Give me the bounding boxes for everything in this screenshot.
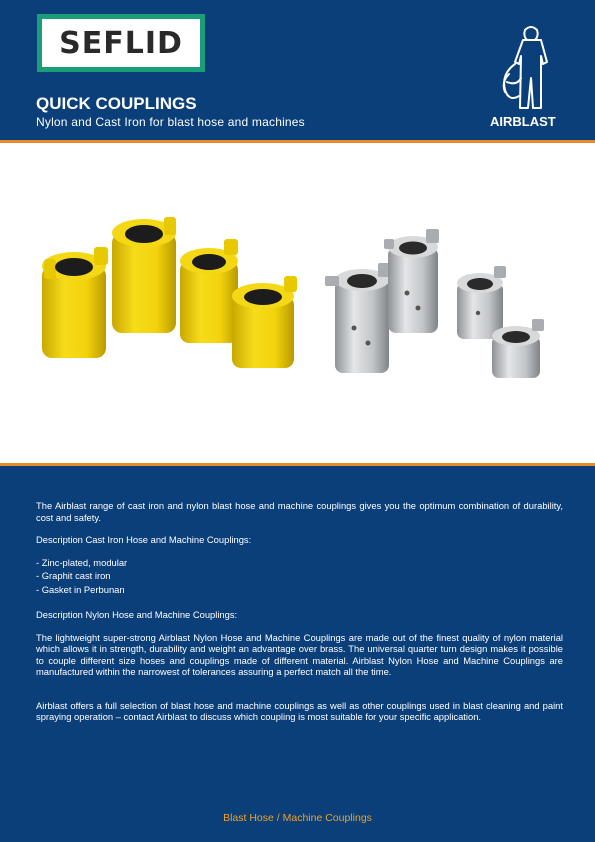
product-photo — [0, 143, 595, 463]
footer-label: Blast Hose / Machine Couplings — [223, 812, 372, 824]
cast-iron-heading: Description Cast Iron Hose and Machine Couplings: — [36, 534, 252, 545]
blaster-figure-icon — [495, 22, 565, 112]
seflid-logo — [37, 14, 205, 72]
cast-iron-coupling-1 — [325, 263, 390, 373]
nylon-coupling-3 — [180, 239, 238, 343]
closing-paragraph: Airblast offers a full selection of blast hose and machine couplings as well as other couplings used in blast cleaning and paint spraying operation – contact Airblast to discuss which coupling is most suitable for your specific application. — [36, 699, 563, 722]
cast-iron-coupling-2 — [384, 229, 439, 333]
body-text — [36, 500, 563, 734]
cast-iron-coupling-3 — [457, 266, 506, 339]
intro-paragraph: The Airblast range of cast iron and nylon blast hose and machine couplings gives you the optimum combination of durability, cost and safety. — [36, 500, 563, 523]
nylon-paragraph: The lightweight super-strong Airblast Nylon Hose and Machine Couplings are made out of the finest quality of nylon material which allows it in strength, durability and weight an advantage over brass. The universal quarter turn design makes it possible to couple different size hoses and couplings made of different material. Airblast Nylon Hose and Machine Couplings are manufactured within the narrowest of tolerances assuring a perfect match all the time. — [36, 631, 563, 677]
list-item: - Gasket in Perbunan — [36, 583, 125, 595]
list-item: - Zinc-plated, modular — [36, 556, 128, 568]
logo-text: SEFLID — [59, 25, 183, 61]
cast-iron-list — [36, 557, 563, 596]
nylon-coupling-4 — [232, 276, 297, 368]
nylon-heading: Description Nylon Hose and Machine Couplings: — [36, 609, 238, 620]
page-title: QUICK COUPLINGS — [36, 94, 197, 113]
nylon-coupling-2 — [112, 217, 176, 333]
page-subtitle: Nylon and Cast Iron for blast hose and machines — [36, 115, 305, 129]
nylon-coupling-1 — [42, 247, 108, 358]
couplings-illustration — [0, 143, 595, 463]
photo-divider — [0, 463, 595, 466]
airblast-brand-label: AIRBLAST — [490, 114, 556, 129]
page-header — [0, 0, 595, 141]
list-item: - Graphit cast iron — [36, 570, 111, 581]
